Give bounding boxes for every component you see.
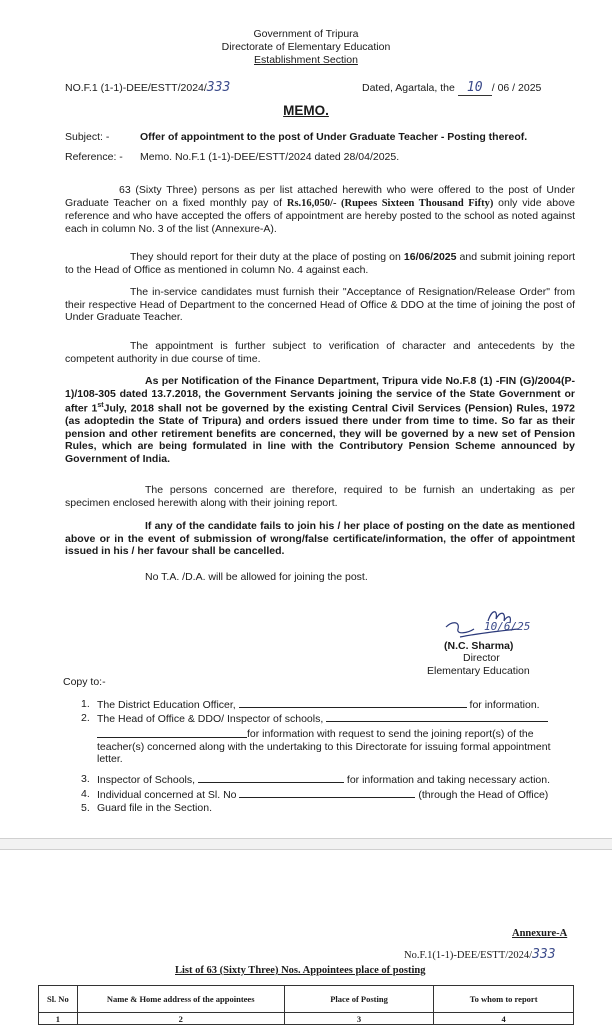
paragraph-7: If any of the candidate fails to join his / her place of posting on the date as mentioned above or in the event of submission of wrong/false certificate/information, the offer of appointment issued in his / her favour shall be cancelled.	[65, 520, 575, 558]
copy-to-label: Copy to:-	[63, 676, 106, 688]
subject-text: Offer of appointment to the post of Under Graduate Teacher - Posting thereof.	[140, 131, 528, 143]
table-header-row	[39, 986, 574, 1013]
header-directorate: Directorate of Elementary Education	[221, 41, 391, 53]
copy-item-3-number: 3.	[81, 773, 90, 785]
header-government: Government of Tripura	[253, 28, 359, 40]
signatory-office: Elementary Education	[427, 665, 530, 677]
copy-item-1-number: 1.	[81, 698, 90, 710]
copy-item-5: Guard file in the Section.	[97, 802, 212, 814]
table-column-number-row	[39, 1013, 574, 1025]
copy-item-4-number: 4.	[81, 788, 90, 800]
paragraph-3: The in-service candidates must furnish their "Acceptance of Resignation/Release Order" from their respective Head of Department to the concerned Head of Office & DDO at the time of joining the post of Under Graduate Teacher.	[65, 286, 575, 324]
paragraph-4: The appointment is further subject to verification of character and antecedents by the competent authority in due course of time.	[65, 340, 575, 365]
signatory-designation: Director	[463, 652, 500, 664]
memo-date: Dated, Agartala, the 10 / 06 / 2025	[362, 80, 542, 95]
blank-line	[198, 773, 344, 783]
copy-item-4: Individual concerned at Sl. No (through the Head of Office)	[97, 789, 549, 801]
copy-item-3: Inspector of Schools, for information and taking necessary action.	[97, 774, 551, 786]
joining-date: 16/06/2025	[403, 251, 457, 263]
blank-line	[326, 712, 548, 722]
paragraph-5: As per Notification of the Finance Department, Tripura vide No.F.8 (1) -FIN (G)/2004(P-1)/108-305 dated 13.7.2018, the Government Servants joining the service of the State Government or after 1stJuly, 2018 shall not be governed by the existing Central Civil Services (Pension) Rules, 1972 (as adoptedin the State of Tripura) and orders issued there under from time to time. So far as their pension and other retirement benefits are concerned, they will be governed by a new set of Pension Rules, which are being formulated in line with the Contributory Pension Scheme announced by Government of India.	[65, 375, 576, 466]
copy-item-2-number: 2.	[81, 712, 90, 724]
copy-item-2-line-2: for information with request to send the joining report(s) of the teacher(s) concerned along with the undertaking to this Directorate for issuing formal appointment letter.	[97, 728, 551, 766]
copy-item-5-number: 5.	[81, 802, 90, 814]
copy-item-2-line-1: The Head of Office & DDO/ Inspector of schools,	[97, 712, 567, 726]
memo-number: NO.F.1 (1-1)-DEE/ESTT/2024/333	[65, 80, 231, 95]
paragraph-8: No T.A. /D.A. will be allowed for joining the post.	[145, 571, 368, 583]
column-header-sl-no: Sl. No	[39, 986, 78, 1013]
paragraph-6: The persons concerned are therefore, required to be furnish an undertaking as per specimen enclosed herewith along with their joining report.	[65, 484, 575, 509]
annexure-number-handwritten: 333	[532, 947, 556, 962]
blank-line	[97, 728, 247, 738]
column-number: 1	[39, 1013, 78, 1025]
copy-item-1: The District Education Officer, for information.	[97, 699, 540, 711]
reference-text: Memo. No.F.1 (1-1)-DEE/ESTT/2024 dated 28/04/2025.	[140, 151, 400, 163]
paragraph-2: They should report for their duty at the place of posting on 16/06/2025 and submit joining report to the Head of Office as mentioned in column No. 4 against each.	[65, 251, 576, 276]
header-section: Establishment Section	[254, 54, 358, 66]
column-header-report-to: To whom to report	[434, 986, 574, 1013]
annexure-label: Annexure-A	[512, 928, 568, 939]
reference-label: Reference: -	[65, 151, 123, 163]
memo-date-day-handwritten: 10	[458, 82, 492, 96]
memo-number-handwritten: 333	[206, 80, 231, 95]
column-header-name-address: Name & Home address of the appointees	[77, 986, 284, 1013]
annexure-number: No.F.1(1-1)-DEE/ESTT/2024/333	[404, 947, 556, 962]
blank-line	[239, 788, 415, 798]
signature-date-handwritten: 10/6/25	[484, 620, 531, 633]
blank-line	[239, 698, 467, 708]
signatory-name: (N.C. Sharma)	[444, 640, 514, 652]
column-number: 3	[284, 1013, 434, 1025]
appointees-table	[38, 985, 574, 1025]
annexure-title: List of 63 (Sixty Three) Nos. Appointees place of posting	[175, 965, 426, 976]
column-number: 4	[434, 1013, 574, 1025]
memo-title: MEMO.	[283, 103, 329, 118]
column-header-place-of-posting: Place of Posting	[284, 986, 434, 1013]
pay-amount: Rs.16,050/- (Rupees Sixteen Thousand Fifty)	[286, 197, 494, 209]
column-number: 2	[77, 1013, 284, 1025]
page-separator	[0, 838, 612, 850]
paragraph-1: 63 (Sixty Three) persons as per list attached herewith who were offered to the post of Under Graduate Teacher on a fixed monthly pay of Rs.16,050/- (Rupees Sixteen Thousand Fifty) only vide above reference and who have accepted the offers of appointment are hereby posted to the school as noted against each in column No. 3 of the list (Annexure-A).	[65, 184, 575, 235]
subject-label: Subject: -	[65, 131, 110, 143]
